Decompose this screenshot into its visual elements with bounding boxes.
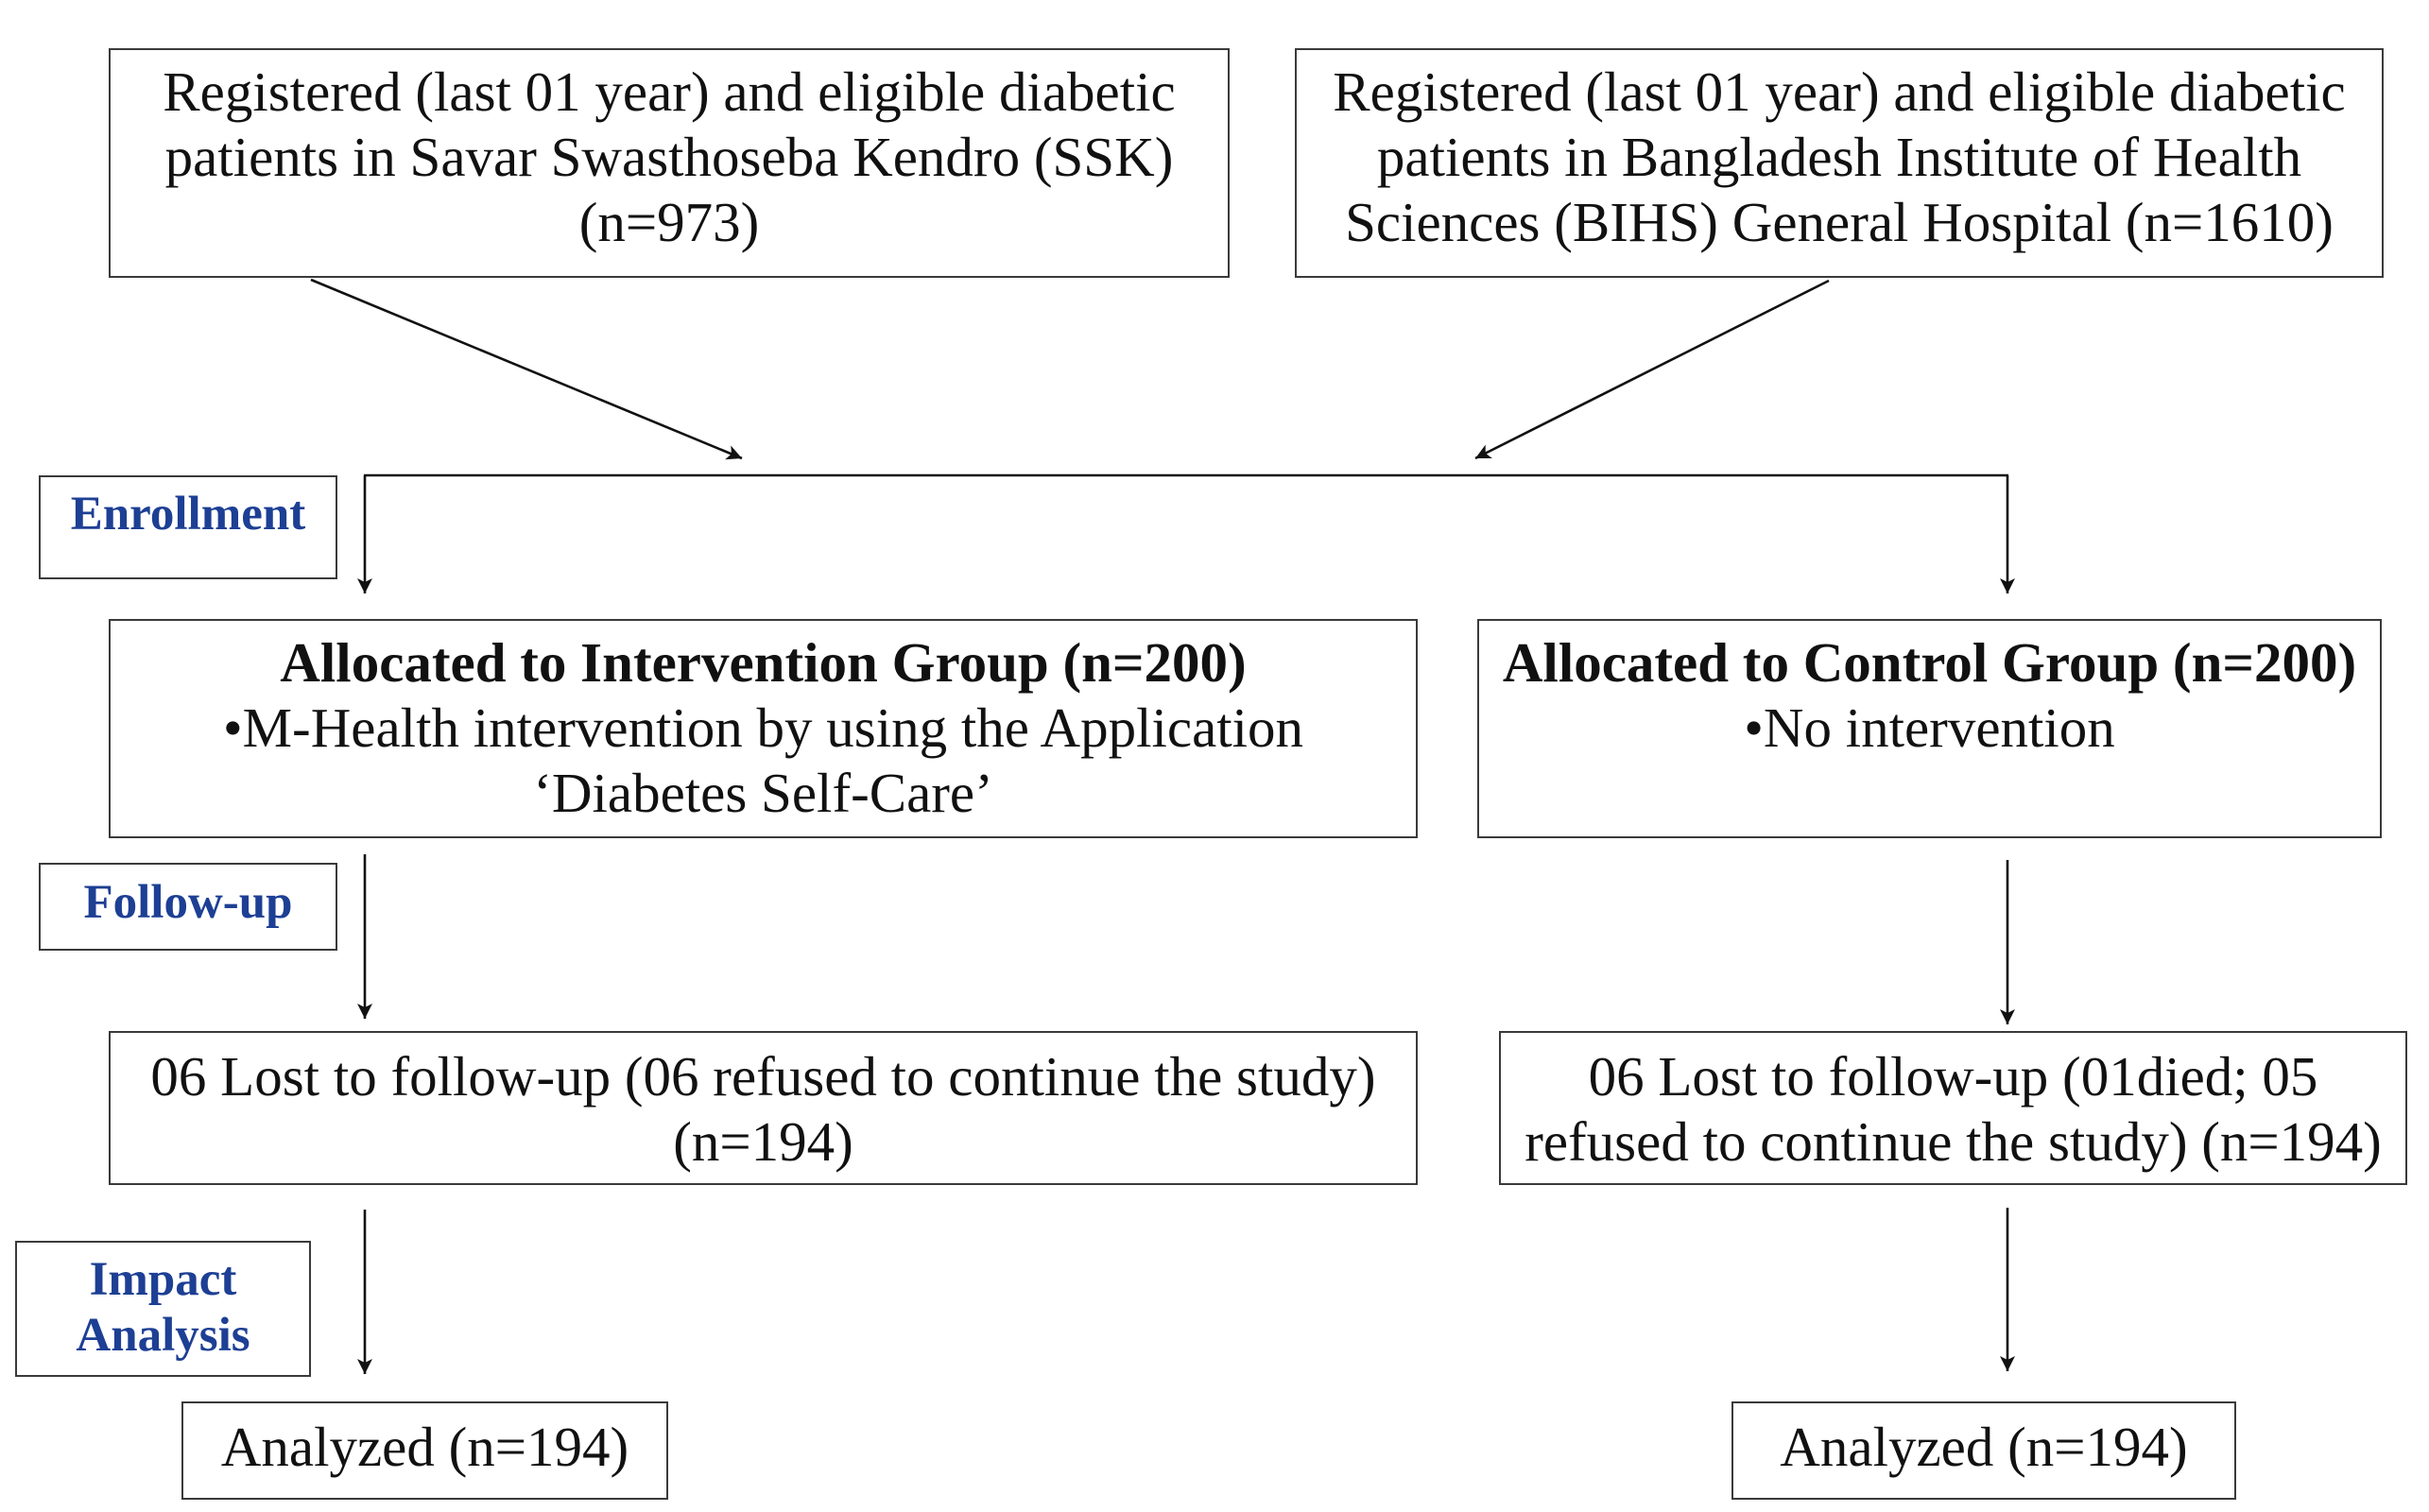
control-lost-text: 06 Lost to follow-up (01died; 05 — [1588, 1045, 2318, 1108]
enrollment-stage-label — [39, 475, 337, 579]
ssk-text-line: patients in Savar Swasthoseba Kendro (SSK) — [164, 126, 1174, 188]
follow-up-stage-label — [39, 863, 337, 951]
intervention-group-box — [109, 619, 1418, 838]
bihs-registration-box — [1295, 48, 2384, 278]
intervention-remaining-count: (n=194) — [673, 1110, 853, 1173]
intervention-description: •M-Health intervention by using the Application — [222, 696, 1304, 759]
impact-label-text: Impact — [89, 1253, 237, 1306]
control-group-box — [1477, 619, 2382, 838]
ssk-registration-box — [109, 48, 1230, 278]
control-lost-to-follow-up-box — [1499, 1031, 2407, 1185]
control-lost-text-continued: refused to continue the study) (n=194) — [1525, 1110, 2382, 1173]
bihs-text-line: patients in Bangladesh Institute of Health — [1376, 126, 2302, 188]
control-analyzed-text: Analyzed (n=194) — [1780, 1416, 2188, 1478]
intervention-group-title: Allocated to Intervention Group (n=200) — [280, 631, 1247, 694]
ssk-to-merge-arrow — [311, 280, 742, 458]
ssk-text-line: Registered (last 01 year) and eligible diabetic — [163, 60, 1176, 123]
bihs-text-line: Sciences (BIHS) General Hospital (n=1610) — [1345, 191, 2334, 253]
bihs-text-line: Registered (last 01 year) and eligible diabetic — [1333, 60, 2346, 123]
intervention-lost-text: 06 Lost to follow-up (06 refused to continue the study) — [150, 1045, 1376, 1108]
ssk-count: (n=973) — [578, 191, 760, 253]
intervention-analyzed-text: Analyzed (n=194) — [220, 1416, 629, 1478]
analysis-label-text: Analysis — [76, 1309, 250, 1362]
intervention-lost-to-follow-up-box — [109, 1031, 1418, 1185]
follow-up-label-text: Follow-up — [83, 876, 293, 929]
intervention-app-name: ‘Diabetes Self-Care’ — [533, 762, 993, 824]
control-description: •No intervention — [1744, 696, 2115, 759]
bihs-to-merge-arrow — [1475, 281, 1829, 458]
enrollment-label-text: Enrollment — [70, 488, 306, 541]
impact-analysis-stage-label — [15, 1241, 311, 1377]
intervention-analyzed-box — [181, 1401, 668, 1500]
control-group-title: Allocated to Control Group (n=200) — [1502, 631, 2357, 694]
control-analyzed-box — [1731, 1401, 2236, 1500]
